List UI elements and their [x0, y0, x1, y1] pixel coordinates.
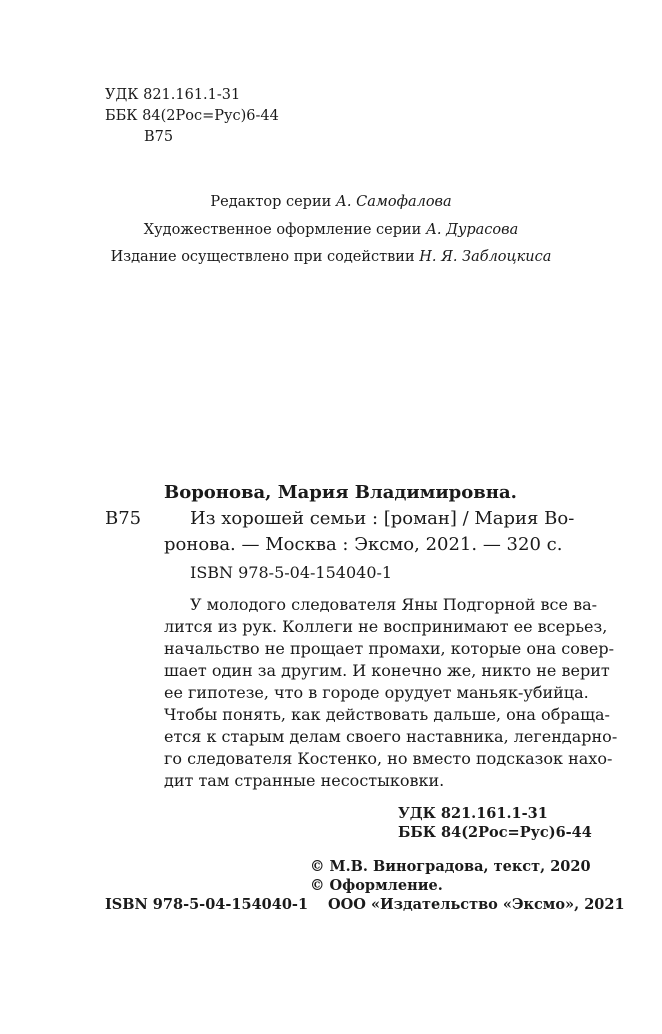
- copyright-text: © М.В. Виноградова, текст, 2020: [310, 858, 591, 875]
- credit-role: Редактор серии: [210, 194, 332, 210]
- credit-name: А. Самофалова: [335, 194, 452, 210]
- udk-code-top: УДК 821.161.1-31: [105, 87, 241, 103]
- credit-role: Издание осуществлено при содействии: [110, 249, 415, 265]
- bbk-code-top: ББК 84(2Рос=Рус)6-44: [105, 108, 279, 124]
- bib-author-mark: В75: [105, 508, 142, 529]
- credit-name: Н. Я. Заблоцкиса: [419, 249, 552, 265]
- udk-code-bottom: УДК 821.161.1-31: [398, 805, 548, 822]
- copyright-publisher: ООО «Издательство «Эксмо», 2021: [328, 896, 625, 913]
- bib-title-line-2: ронова. — Москва : Эксмо, 2021. — 320 с.: [164, 534, 563, 555]
- bib-isbn: ISBN 978-5-04-154040-1: [190, 563, 393, 582]
- annotation-line: лится из рук. Коллеги не воспринимают ее всерьез,: [164, 617, 608, 636]
- bbk-code-bottom: ББК 84(2Рос=Рус)6-44: [398, 824, 592, 841]
- annotation-line: У молодого следователя Яны Подгорной все ва-: [190, 595, 598, 614]
- annotation-line: ее гипотезе, что в городе орудует маньяк-убийца.: [164, 683, 589, 702]
- credit-name: А. Дурасова: [425, 222, 519, 238]
- credit-assistance: [0, 249, 662, 265]
- annotation-line: шает один за другим. И конечно же, никто не верит: [164, 661, 610, 680]
- copyright-design: © Оформление.: [310, 877, 443, 894]
- annotation-line: начальство не прощает промахи, которые она совер-: [164, 639, 614, 658]
- bib-author: Воронова, Мария Владимировна.: [164, 482, 517, 503]
- annotation-line: дит там странные несостыковки.: [164, 771, 445, 790]
- isbn-bottom: ISBN 978-5-04-154040-1: [105, 896, 309, 913]
- credit-role: Художественное оформление серии: [143, 222, 422, 238]
- author-mark-top: В75: [144, 129, 174, 145]
- annotation-line: го следователя Костенко, но вместо подсказок нахо-: [164, 749, 613, 768]
- bib-title-line-1: Из хорошей семьи : [роман] / Мария Во-: [190, 508, 575, 529]
- credit-art-design: [0, 222, 662, 238]
- annotation-line: Чтобы понять, как действовать дальше, она обраща-: [164, 705, 610, 724]
- credit-series-editor: [0, 194, 662, 210]
- annotation-line: ется к старым делам своего наставника, легендарно-: [164, 727, 618, 746]
